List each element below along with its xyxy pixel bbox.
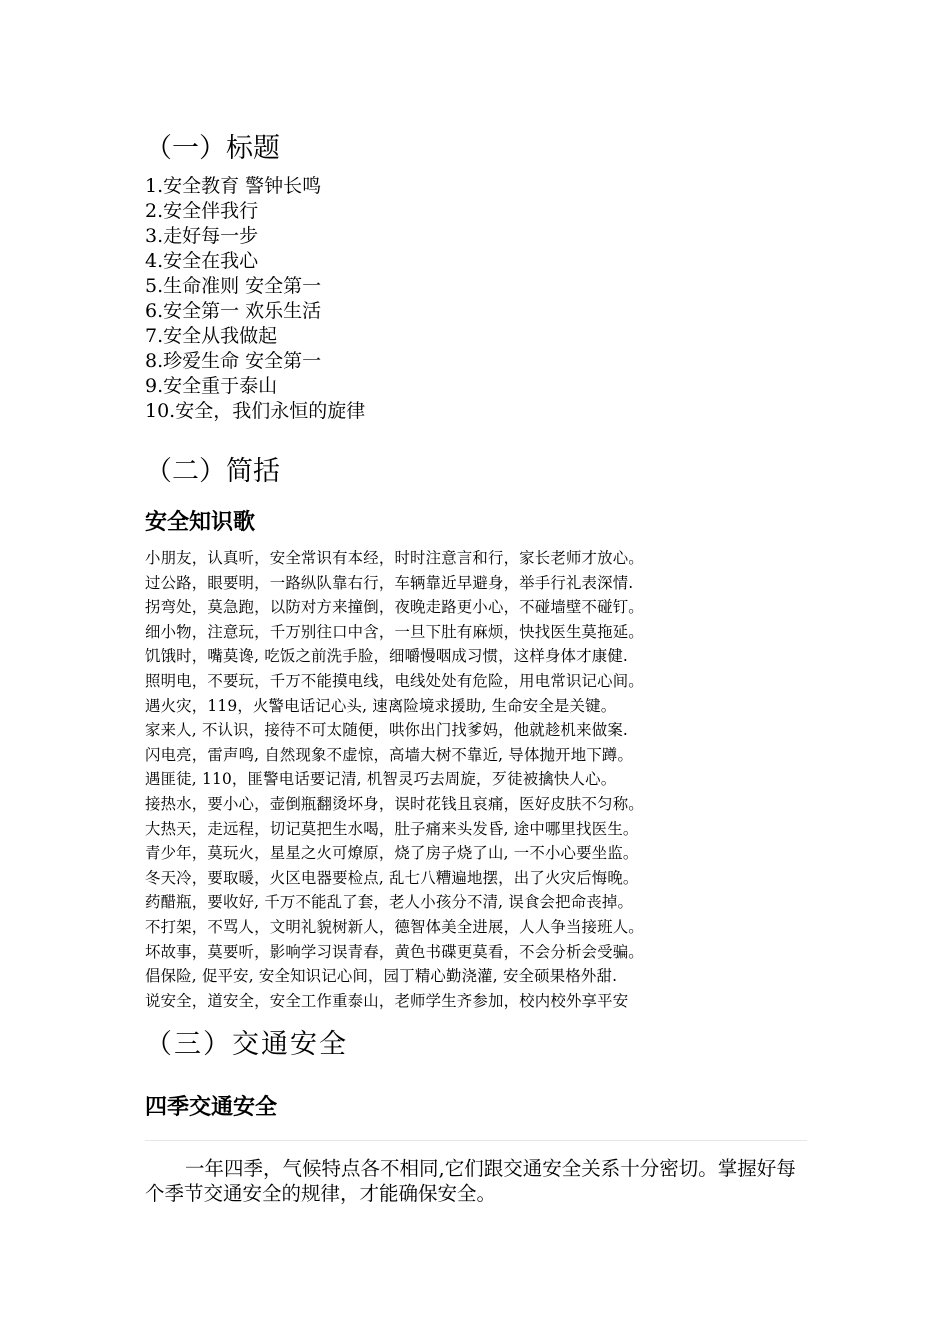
title-list [145, 174, 365, 424]
song-line: 药醋瓶，要收好, 千万不能乱了套，老人小孩分不清, 误食会把命丧掉。 [145, 893, 634, 912]
song-line: 青少年，莫玩火，星星之火可燎原，烧了房子烧了山, 一不小心要坐监。 [145, 844, 639, 863]
title-item: 8.珍爱生命 安全第一 [145, 350, 322, 372]
section-1-heading: （一）标题 [145, 133, 280, 164]
song-line: 拐弯处，莫急跑，以防对方来撞倒，夜晚走路更小心，不碰墙壁不碰钉。 [145, 598, 644, 617]
song-line: 遇匪徒, 110，匪警电话要记清, 机智灵巧去周旋，歹徒被擒快人心。 [145, 770, 617, 789]
song-line: 过公路，眼要明，一路纵队靠右行，车辆靠近早避身，举手行礼表深情. [145, 573, 634, 592]
song-title: 安全知识歌 [145, 510, 256, 535]
song-line: 家来人, 不认识，接待不可太随便，哄你出门找爹妈，他就趁机来做案. [145, 721, 628, 740]
title-item: 1.安全教育 警钟长鸣 [145, 175, 322, 197]
song-line: 接热水，要小心，壶倒瓶翻烫坏身，误时花钱且哀痛，医好皮肤不匀称。 [145, 794, 644, 813]
song-line: 冬天冷，要取暖，火区电器要检点, 乱七八糟遍地摆，出了火灾后悔晚。 [145, 868, 639, 887]
title-item: 7.安全从我做起 [145, 325, 278, 347]
song-line: 大热天，走远程，切记莫把生水喝，肚子痛来头发昏, 途中哪里找医生。 [145, 819, 639, 838]
horizontal-divider [145, 1140, 807, 1141]
section-2-heading: （二）简括 [145, 456, 280, 487]
title-item: 2.安全伴我行 [145, 200, 259, 222]
song-line: 照明电，不要玩，千万不能摸电线，电线处处有危险，用电常识记心间。 [145, 671, 644, 690]
title-item: 6.安全第一 欢乐生活 [145, 300, 322, 322]
song-line: 坏故事，莫要听，影响学习误青春，黄色书碟更莫看，不会分析会受骗。 [145, 942, 644, 961]
song-lines [145, 546, 644, 1013]
song-line: 小朋友，认真听，安全常识有本经，时时注意言和行，家长老师才放心。 [145, 549, 644, 567]
song-line: 不打架，不骂人，文明礼貌树新人，德智体美全进展，人人争当接班人。 [145, 917, 644, 936]
title-item: 3.走好每一步 [145, 225, 259, 247]
title-item: 10.安全，我们永恒的旋律 [145, 400, 366, 422]
traffic-paragraph: 一年四季，气候特点各不相同,它们跟交通安全关系十分密切。掌握好每个季节交通安全的规律，才能确保安全。 [145, 1157, 796, 1205]
song-line: 遇火灾，119，火警电话记心头, 速离险境求援助, 生命安全是关键。 [145, 696, 617, 715]
song-line: 闪电亮，雷声鸣, 自然现象不虚惊，高墙大树不靠近, 导体抛开地下蹲。 [145, 745, 634, 764]
song-line: 细小物，注意玩，千万别往口中含，一旦下肚有麻烦，快找医生莫拖延。 [145, 622, 644, 641]
song-line: 倡保险, 促平安, 安全知识记心间，园丁精心勤浇灌, 安全硕果格外甜. [145, 967, 618, 986]
traffic-title: 四季交通安全 [145, 1095, 278, 1120]
title-item: 5.生命准则 安全第一 [145, 275, 322, 297]
title-item: 9.安全重于泰山 [145, 375, 278, 397]
song-line: 说安全，道安全，安全工作重泰山，老师学生齐参加，校内校外享平安 [145, 991, 629, 1010]
song-line: 饥饿时，嘴莫谗, 吃饭之前洗手脸，细嚼慢咽成习惯，这样身体才康健. [145, 647, 628, 666]
section-3-heading: （三）交通安全 [145, 1029, 348, 1060]
title-item: 4.安全在我心 [145, 250, 259, 272]
